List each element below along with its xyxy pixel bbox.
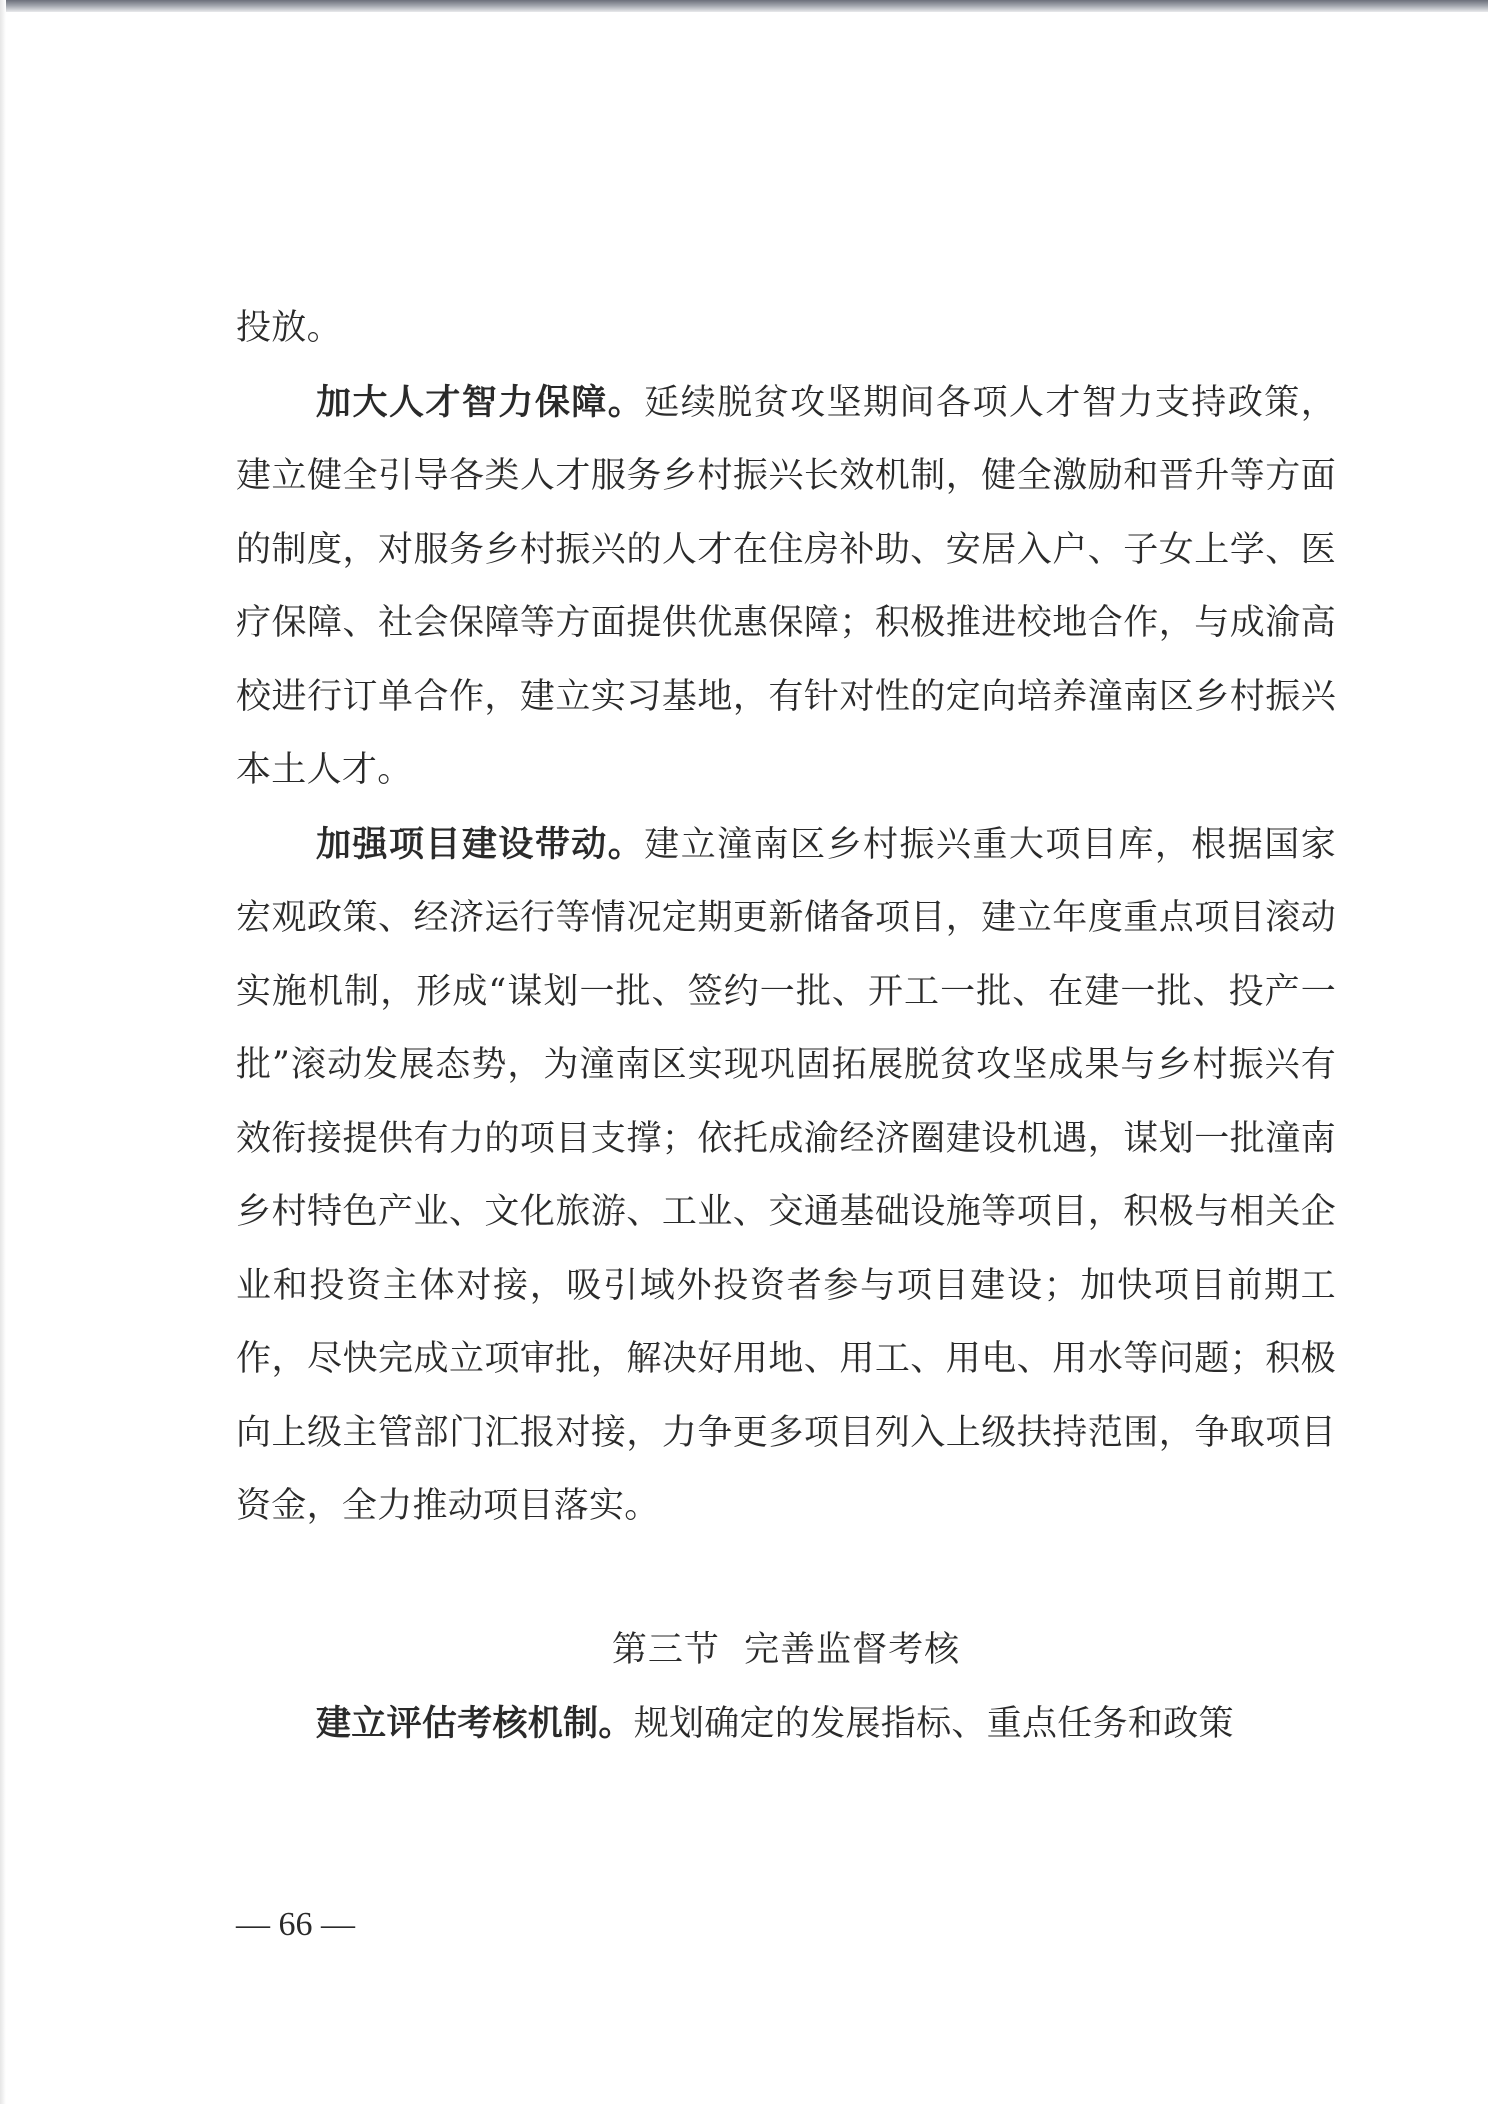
scan-edge-top — [0, 0, 1488, 12]
paragraph-continuation — [236, 292, 1336, 366]
paragraph-text: 建立潼南区乡村振兴重大项目库，根据国家宏观政策、经济运行等情况定期更新储备项目，建立年度重点项目滚动实施机制，形成“谋划一批、签约一批、开工一批、在建一批、投产一批”滚动发展态势，为潼南区实现巩固拓展脱贫攻坚成果与乡村振兴有效衔接提供有力的项目支撑；依托成渝经济圈建设机遇，谋划一批潼南乡村特色产业、文化旅游、工业、交通基础设施等项目，积极与相关企业和投资主体对接，吸引域外投资者参与项目建设；加快项目前期工作，尽快完成立项审批，解决好用地、用工、用电、用水等问题；积极向上级主管部门汇报对接，力争更多项目列入上级扶持范围，争取项目资金，全力推动项目落实。 — [236, 824, 1336, 1526]
paragraph-talent — [236, 366, 1336, 808]
section-heading: 第三节 完善监督考核 — [611, 1629, 961, 1670]
paragraph-projects — [236, 808, 1336, 1544]
paragraph-text: 投放。 — [236, 308, 342, 348]
paragraph-text: 延续脱贫攻坚期间各项人才智力支持政策，建立健全引导各类人才服务乡村振兴长效机制，健全激励和晋升等方面的制度，对服务乡村振兴的人才在住房补助、安居入户、子女上学、医疗保障、社会保障等方面提供优惠保障；积极推进校地合作，与成渝高校进行订单合作，建立实习基地，有针对性的定向培养潼南区乡村振兴本土人才。 — [236, 382, 1336, 790]
scan-edge-left — [0, 0, 6, 2104]
paragraph-lead: 加强项目建设带动。 — [316, 823, 645, 865]
document-body — [236, 292, 1336, 1762]
paragraph-text: 规划确定的发展指标、重点任务和政策 — [633, 1704, 1234, 1744]
paragraph-assessment — [236, 1687, 1336, 1762]
paragraph-lead: 加大人才智力保障。 — [316, 381, 645, 423]
page-number: — 66 — — [236, 1906, 355, 1943]
paragraph-lead: 建立评估考核机制。 — [316, 1703, 634, 1744]
